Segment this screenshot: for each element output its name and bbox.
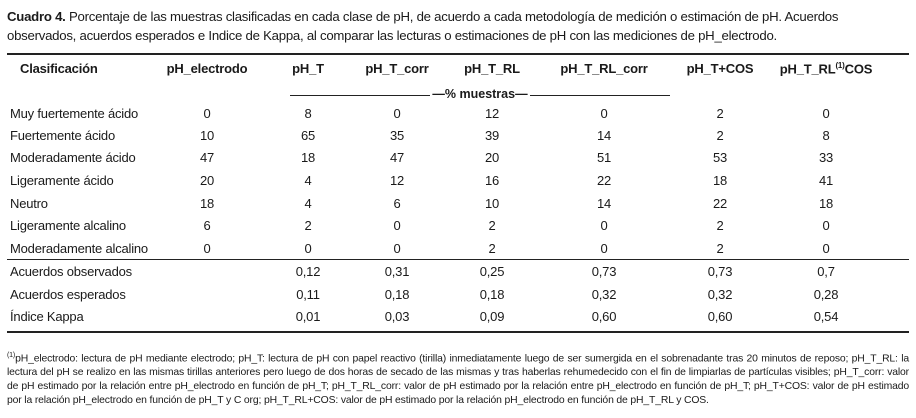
- stat-cell: 0,28: [813, 287, 839, 302]
- table-cell: 2: [716, 106, 724, 121]
- unit-label: —% muestras—: [432, 87, 528, 101]
- table-cell: 0: [203, 241, 211, 256]
- row-label: Neutro: [10, 196, 48, 211]
- table-cell: 2: [716, 218, 724, 233]
- table-cell: 35: [389, 128, 405, 143]
- stat-cell: 0,32: [707, 287, 733, 302]
- stat-label: Índice Kappa: [10, 309, 84, 324]
- column-header-pH-T-RL-COS: [780, 61, 872, 76]
- table-cell: 0: [600, 218, 608, 233]
- table-cell: 0: [822, 241, 830, 256]
- table-cell: 0: [822, 106, 830, 121]
- caption-text: Porcentaje de las muestras clasificadas en cada clase de pH, de acuerdo a cada metodología de medición o estimación de pH. Acuerdos observados, acuerdos esperados e Indice de Kappa, al comparar las lecturas o estimaciones de pH con las mediciones de pH_electrodo.: [7, 9, 839, 43]
- table-cell: 4: [304, 173, 312, 188]
- stat-cell: 0,03: [384, 309, 410, 324]
- table-cell: 20: [484, 150, 500, 165]
- table-cell: 18: [300, 150, 316, 165]
- unit-line-left: [290, 95, 430, 96]
- table-cell: 22: [596, 173, 612, 188]
- unit-row: [290, 87, 670, 103]
- table-cell: 14: [596, 196, 612, 211]
- table-cell: 4: [304, 196, 312, 211]
- column-header: pH_T_corr: [365, 61, 429, 76]
- table-cell: 39: [484, 128, 500, 143]
- table-cell: 6: [393, 196, 401, 211]
- table-cell: 16: [484, 173, 500, 188]
- table-cell: 0: [600, 106, 608, 121]
- table-cell: 12: [389, 173, 405, 188]
- stat-cell: 0,60: [707, 309, 733, 324]
- table-cell: 51: [596, 150, 612, 165]
- row-label: Ligeramente ácido: [10, 173, 114, 188]
- table-cell: 41: [818, 173, 834, 188]
- column-header: pH_T_RL: [464, 61, 520, 76]
- table-cell: 0: [822, 218, 830, 233]
- table-cell: 2: [488, 218, 496, 233]
- stat-cell: 0,54: [813, 309, 839, 324]
- table-cell: 20: [199, 173, 215, 188]
- table-cell: 65: [300, 128, 316, 143]
- table-cell: 0: [304, 241, 312, 256]
- footnote-text: pH_electrodo: lectura de pH mediante electrodo; pH_T: lectura de pH con papel reactivo (tirilla) inmediatamente luego de ser sumergida en el sobrenadante tras 20 minutos de reposo; pH_T_RL: la lectura del pH se realizo en las mismas tirillas anteriores pero luego de dos horas de secado de las mismas y tras haberlas rehumedecido con el fin de limpiarlas de partículas visibles; pH_T_corr: valor de pH estimado por la relación entre pH_electrodo en función de pH_T; pH_T_RL_corr: valor de pH estimado por la relación entre pH_electrodo en función de pH_T; pH_T+COS: valor de pH estimado por la relación pH_electrodo en función de pH_T y C org; pH_T_RL+COS: valor de pH estimado por la relación pH_electrodo en función de pH_T_RL y COS.: [7, 353, 909, 406]
- table-cell: 0: [393, 106, 401, 121]
- column-header: pH_T+COS: [686, 61, 754, 76]
- table-cell: 8: [304, 106, 312, 121]
- table-cell: 18: [712, 173, 728, 188]
- table-cell: 33: [818, 150, 834, 165]
- top-rule: [7, 53, 909, 55]
- table-cell: 22: [712, 196, 728, 211]
- header-sup: (1): [835, 61, 845, 70]
- table-cell: 8: [822, 128, 830, 143]
- table-cell: 47: [199, 150, 215, 165]
- stat-cell: 0,25: [479, 264, 505, 279]
- row-label: Moderadamente ácido: [10, 150, 136, 165]
- stat-cell: 0,60: [591, 309, 617, 324]
- table-cell: 10: [484, 196, 500, 211]
- stat-cell: 0,32: [591, 287, 617, 302]
- header-part: pH_T_RL: [779, 61, 836, 77]
- column-header: pH_T_RL_corr: [560, 61, 648, 76]
- footnote-marker: (1): [7, 352, 16, 359]
- stat-cell: 0,09: [479, 309, 505, 324]
- row-label: Fuertemente ácido: [10, 128, 115, 143]
- table-cell: 12: [484, 106, 500, 121]
- table-cell: 53: [712, 150, 728, 165]
- unit-line-right: [530, 95, 670, 96]
- stat-cell: 0,18: [479, 287, 505, 302]
- stat-label: Acuerdos observados: [10, 264, 132, 279]
- stat-cell: 0,11: [296, 287, 320, 302]
- row-label: Muy fuertemente ácido: [10, 106, 139, 121]
- column-header: pH_T: [292, 61, 324, 76]
- header-part: COS: [844, 61, 873, 77]
- stat-cell: 0,18: [384, 287, 410, 302]
- caption-label: Cuadro 4.: [7, 9, 66, 24]
- table-cell: 18: [199, 196, 215, 211]
- table-cell: 2: [716, 241, 724, 256]
- table-cell: 0: [600, 241, 608, 256]
- table-cell: 2: [304, 218, 312, 233]
- table-cell: 2: [716, 128, 724, 143]
- row-label: Moderadamente alcalino: [10, 241, 148, 256]
- table-cell: 18: [818, 196, 834, 211]
- stat-cell: 0,01: [295, 309, 321, 324]
- stat-cell: 0,12: [295, 264, 321, 279]
- stat-label: Acuerdos esperados: [10, 287, 126, 302]
- table-cell: 0: [393, 218, 401, 233]
- stat-cell: 0,73: [707, 264, 733, 279]
- column-header: Clasificación: [20, 61, 98, 76]
- column-header: pH_electrodo: [166, 61, 248, 76]
- bottom-rule: [7, 331, 909, 333]
- table-cell: 14: [596, 128, 612, 143]
- table-cell: 0: [393, 241, 401, 256]
- stat-cell: 0,31: [384, 264, 410, 279]
- mid-rule: [7, 259, 909, 260]
- footnote: [7, 349, 909, 407]
- stat-cell: 0,73: [591, 264, 617, 279]
- table-caption: [7, 7, 907, 45]
- table-cell: 2: [488, 241, 496, 256]
- stat-cell: 0,7: [817, 264, 835, 279]
- row-label: Ligeramente alcalino: [10, 218, 126, 233]
- table-cell: 47: [389, 150, 405, 165]
- table-cell: 0: [203, 106, 211, 121]
- table-cell: 6: [203, 218, 211, 233]
- table-cell: 10: [199, 128, 215, 143]
